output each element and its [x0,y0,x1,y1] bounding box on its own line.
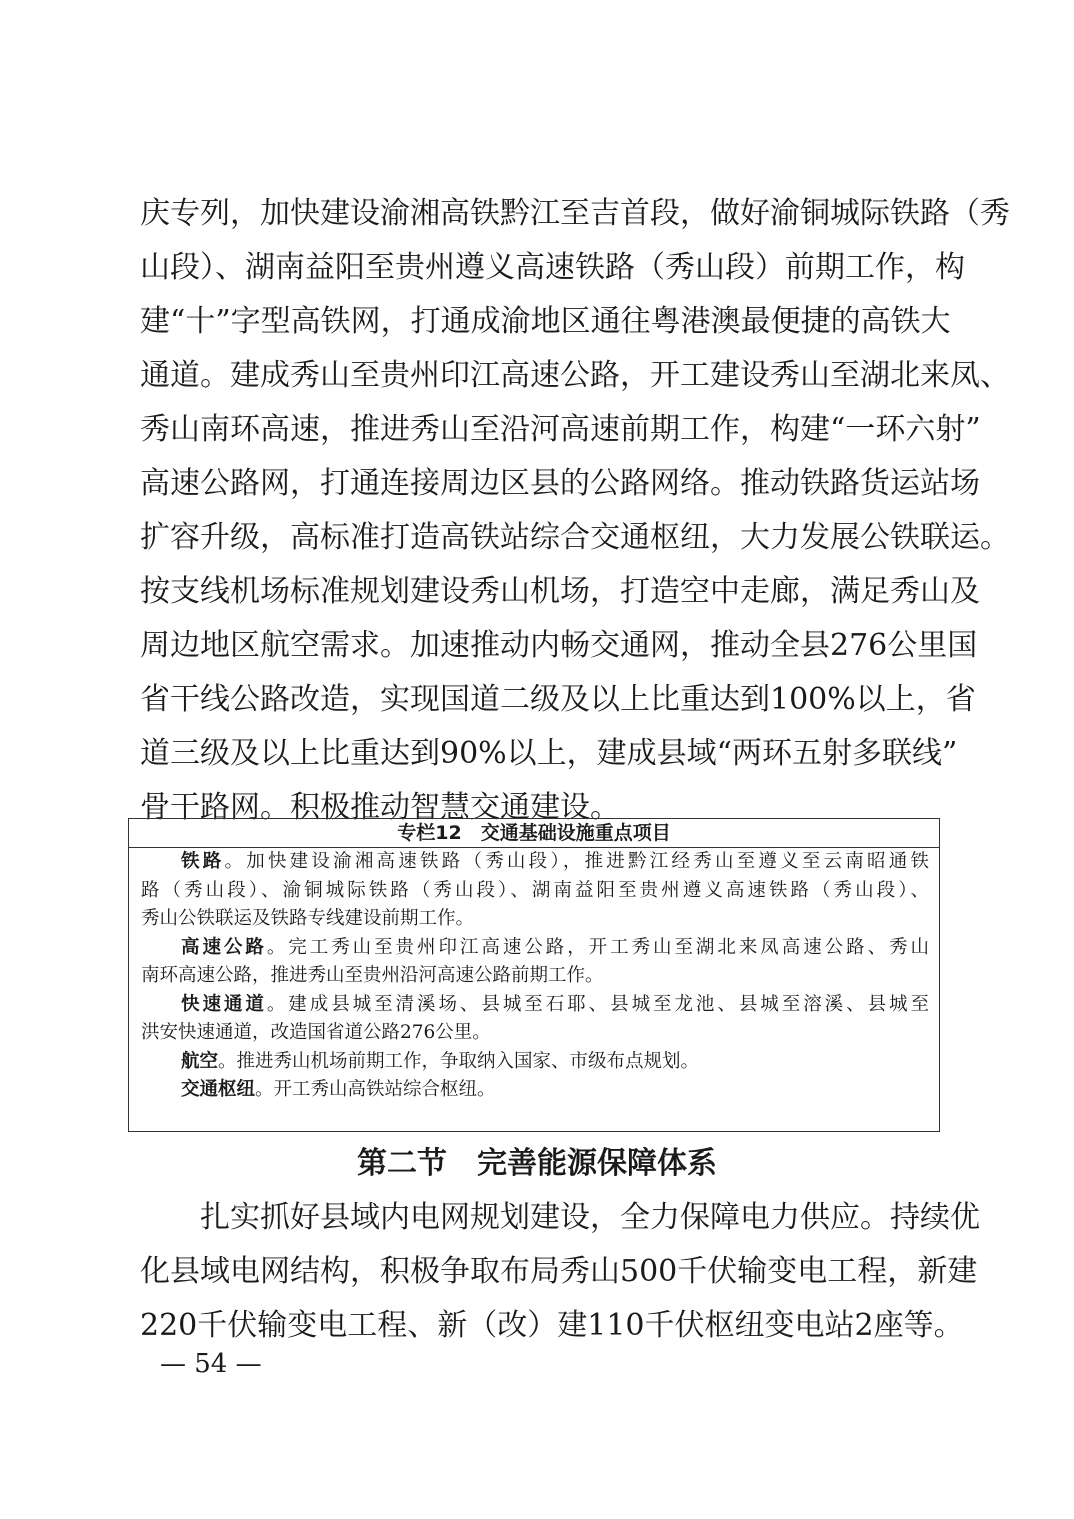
paragraph-line: 扩容升级，高标准打造高铁站综合交通枢纽，大力发展公铁联运。 [140,520,1010,555]
box-item-keyword: 高速公路 [181,936,267,958]
paragraph-line: 庆专列，加快建设渝湘高铁黔江至吉首段，做好渝铜城际铁路（秀 [140,196,1010,231]
box-item-text: 。加快建设渝湘高速铁路（秀山段），推进黔江经秀山至遵义至云南昭通铁 [224,851,929,872]
paragraph-line: 周边地区航空需求。加速推动内畅交通网，推动全县276公里国 [140,628,978,663]
box-item-transport-hub [141,1076,929,1105]
column-box-body [129,848,939,1105]
paragraph-line: 按支线机场标准规划建设秀山机场，打造空中走廊，满足秀山及 [140,574,980,609]
paragraph-line: 省干线公路改造，实现国道二级及以上比重达到100%以上，省 [140,682,976,717]
box-item-line: 洪安快速通道，改造国省道公路276公里。 [141,1022,491,1043]
box-item-keyword: 交通枢纽 [181,1079,256,1100]
box-item-expressway [141,934,929,963]
paragraph-line: 扎实抓好县域内电网规划建设，全力保障电力供应。持续优 [200,1200,980,1235]
box-item-line: 秀山公铁联运及铁路专线建设前期工作。 [141,908,475,929]
box-item-line: 南环高速公路，推进秀山至贵州沿河高速公路前期工作。 [141,965,604,986]
box-item-keyword: 快速通道 [181,993,267,1015]
page-number: — 54 — [160,1349,262,1379]
box-item-text: 。完工秀山至贵州印江高速公路，开工秀山至湖北来凤高速公路、秀山 [266,936,929,958]
paragraph-line: 山段）、湖南益阳至贵州遵义高速铁路（秀山段）前期工作，构 [140,250,965,285]
box-item-aviation [141,1048,929,1077]
paragraph-line: 化县域电网结构，积极争取布局秀山500千伏输变电工程，新建 [140,1254,978,1289]
column-box-title: 专栏12 交通基础设施重点项目 [129,819,939,848]
paragraph-transport [140,187,1010,835]
paragraph-line: 道三级及以上比重达到90%以上，建成县域“两环五射多联线” [140,736,958,771]
box-item-line: 路（秀山段）、渝铜城际铁路（秀山段）、湖南益阳至贵州遵义高速铁路（秀山段）、 [141,879,929,901]
box-item-railway [141,848,929,877]
box-item-keyword: 铁路 [181,851,225,872]
box-item-text: 。建成县城至清溪场、县城至石耶、县城至龙池、县城至溶溪、县城至 [266,993,929,1015]
paragraph-line: 通道。建成秀山至贵州印江高速公路，开工建设秀山至湖北来凤、 [140,358,1010,393]
paragraph-line: 建“十”字型高铁网，打通成渝地区通往粤港澳最便捷的高铁大 [140,304,951,339]
column-box-key-projects [128,818,940,1132]
box-item-keyword: 航空 [181,1050,219,1072]
paragraph-line: 骨干路网。积极推动智慧交通建设。 [140,790,620,825]
box-item-text: 。推进秀山机场前期工作，争取纳入国家、市级布点规划。 [218,1050,700,1072]
box-item-fast-road [141,991,929,1020]
box-item-text: 。开工秀山高铁站综合枢纽。 [255,1079,496,1100]
section-heading: 第二节 完善能源保障体系 [357,1146,717,1181]
paragraph-line: 高速公路网，打通连接周边区县的公路网络。推动铁路货运站场 [140,466,980,501]
paragraph-line: 220千伏输变电工程、新（改）建110千伏枢纽变电站2座等。 [140,1308,964,1343]
paragraph-line: 秀山南环高速，推进秀山至沿河高速前期工作，构建“一环六射” [140,412,981,447]
paragraph-energy [140,1191,980,1353]
